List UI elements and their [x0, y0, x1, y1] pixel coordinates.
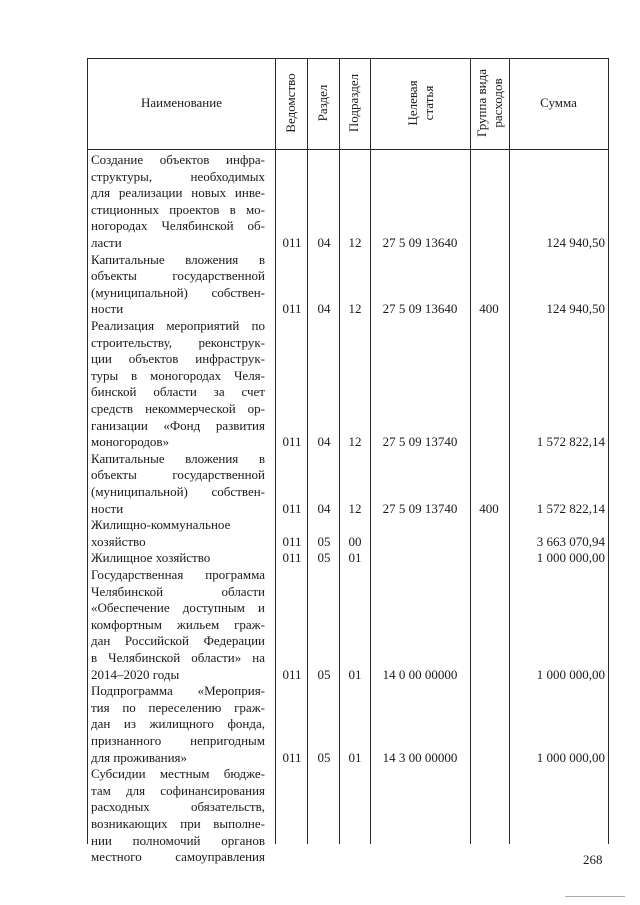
row-target: 27 5 09 13740 [382, 434, 458, 450]
header-name: Наименование [141, 95, 222, 110]
row-department: 011 [282, 533, 302, 549]
row-name-line: комфортным жильем граж- [91, 616, 265, 632]
row-section: 05 [317, 550, 331, 566]
row-sum: 124 940,50 [546, 301, 605, 317]
row-name-line: Субсидии местным бюдже- [91, 766, 265, 782]
page-number: 268 [583, 852, 603, 867]
row-subsection: 12 [348, 500, 362, 516]
row-section: 05 [317, 533, 331, 549]
row-section: 04 [317, 500, 331, 516]
row-name [91, 550, 265, 567]
row-name-line: Подпрограмма «Мероприя- [91, 683, 265, 699]
row-name-line: Государственная программа [91, 567, 265, 582]
row-section: 04 [317, 235, 331, 250]
row-name-line: в Челябинской области» на [91, 649, 265, 665]
row-name-line: (муниципальной) собствен- [91, 483, 265, 499]
row-name-line: для проживания» [91, 749, 188, 765]
row-name-line: дан Российской Федерации [91, 633, 265, 649]
row-name-line: (муниципальной) собствен- [91, 284, 265, 300]
row-name-line: Реализация мероприятий по [91, 318, 265, 333]
row-name-line: тия по переселению граж- [91, 699, 265, 715]
row-name-line: ности [91, 301, 124, 317]
row-name-line: объекты государственной [91, 268, 265, 284]
header-section: Раздел [315, 84, 330, 122]
row-target: 14 0 00 00000 [382, 666, 458, 682]
row-name-line: дан из жилищного фонда, [91, 716, 265, 732]
row-name [91, 567, 265, 683]
row-name-line: объекты государственной [91, 467, 265, 483]
row-subsection: 12 [348, 235, 362, 250]
row-name-line: возникающих при выполне- [91, 815, 265, 831]
row-name-line: признанного непригодным [91, 732, 265, 748]
row-department: 011 [282, 550, 302, 566]
row-sum: 1 000 000,00 [536, 749, 605, 765]
header-group-line2: расходов [490, 78, 505, 128]
row-name-line: строительству, реконструк- [91, 334, 265, 350]
row-group: 400 [479, 500, 499, 516]
row-section: 04 [317, 301, 331, 317]
row-department: 011 [282, 500, 302, 516]
col-divider-4 [370, 58, 371, 844]
row-section: 05 [317, 749, 331, 765]
row-name-line: Капитальные вложения в [91, 251, 265, 267]
row-name-line: Челябинской области [91, 583, 265, 599]
row-name-line: хозяйство [91, 533, 146, 549]
row-name-line: структуры, необходимых [91, 168, 265, 184]
row-name [91, 318, 265, 451]
row-name-line: Создание объектов инфра- [91, 152, 265, 167]
row-target: 27 5 09 13640 [382, 301, 458, 317]
row-sum: 1 572 822,14 [536, 500, 605, 516]
col-divider-2 [307, 58, 308, 844]
col-divider-6 [509, 58, 510, 844]
row-name [91, 152, 265, 252]
row-name-line: ганизации «Фонд развития [91, 417, 265, 433]
row-sum: 1 000 000,00 [536, 666, 605, 682]
row-name-line: Жилищно-коммунальное [91, 517, 231, 533]
row-name [91, 451, 265, 517]
row-department: 011 [282, 666, 302, 682]
row-subsection: 01 [348, 666, 362, 682]
row-name-line: расходных обязательств, [91, 799, 265, 815]
row-group: 400 [479, 301, 499, 317]
row-name-line: для реализации новых инве- [91, 185, 265, 201]
row-sum: 1 572 822,14 [536, 434, 605, 450]
row-section: 04 [317, 434, 331, 450]
row-target: 27 5 09 13640 [382, 235, 458, 250]
row-name [91, 683, 265, 766]
row-department: 011 [282, 749, 302, 765]
row-name-line: нии полномочий органов [91, 832, 265, 848]
col-divider-5 [470, 58, 471, 844]
row-name-line: ногородах Челябинской об- [91, 218, 265, 234]
row-sum: 1 000 000,00 [536, 550, 605, 566]
row-name [91, 766, 265, 866]
header-group-line1: Группа вида [474, 69, 489, 137]
row-name-line: ции объектов инфраструк- [91, 351, 265, 367]
table-left-border [87, 58, 88, 844]
header-subsection: Подраздел [346, 73, 361, 133]
header-sum: Сумма [540, 95, 577, 110]
row-name-line: Капитальные вложения в [91, 450, 265, 466]
row-department: 011 [282, 301, 302, 317]
row-name-line: моногородов» [91, 434, 170, 450]
header-target-line2: статья [421, 85, 436, 121]
row-name-line: ласти [91, 234, 122, 250]
row-name [91, 252, 265, 318]
col-divider-1 [275, 58, 276, 844]
row-name-line: ности [91, 500, 124, 516]
header-target-line1: Целевая [405, 80, 420, 126]
row-subsection: 01 [348, 550, 362, 566]
row-section: 05 [317, 666, 331, 682]
row-name-line: там для софинансирования [91, 782, 265, 798]
row-name-line: Жилищное хозяйство [91, 550, 211, 566]
row-name-line: туры в моногородах Челя- [91, 367, 265, 383]
row-name-line: 2014–2020 годы [91, 666, 180, 682]
row-subsection: 01 [348, 749, 362, 765]
row-name-line: «Обеспечение доступным и [91, 600, 265, 616]
row-sum: 3 663 070,94 [536, 533, 605, 549]
row-target: 27 5 09 13740 [382, 500, 458, 516]
col-divider-3 [339, 58, 340, 844]
header-department: Ведомство [283, 73, 298, 133]
row-subsection: 12 [348, 434, 362, 450]
row-name [91, 517, 265, 550]
row-subsection: 12 [348, 301, 362, 317]
row-subsection: 00 [348, 533, 362, 549]
table-right-border [608, 58, 609, 844]
row-department: 011 [282, 434, 302, 450]
footer-rule [565, 896, 625, 897]
row-sum: 124 940,50 [546, 235, 605, 250]
table-top-border [87, 58, 609, 59]
row-name-line: местного самоуправления [91, 849, 265, 865]
row-target: 14 3 00 00000 [382, 749, 458, 765]
row-department: 011 [282, 235, 302, 250]
header-bottom-border [87, 149, 609, 150]
row-name-line: бинской области за счет [91, 384, 265, 400]
row-name-line: стиционных проектов в мо- [91, 201, 265, 217]
row-name-line: средств некоммерческой ор- [91, 400, 265, 416]
